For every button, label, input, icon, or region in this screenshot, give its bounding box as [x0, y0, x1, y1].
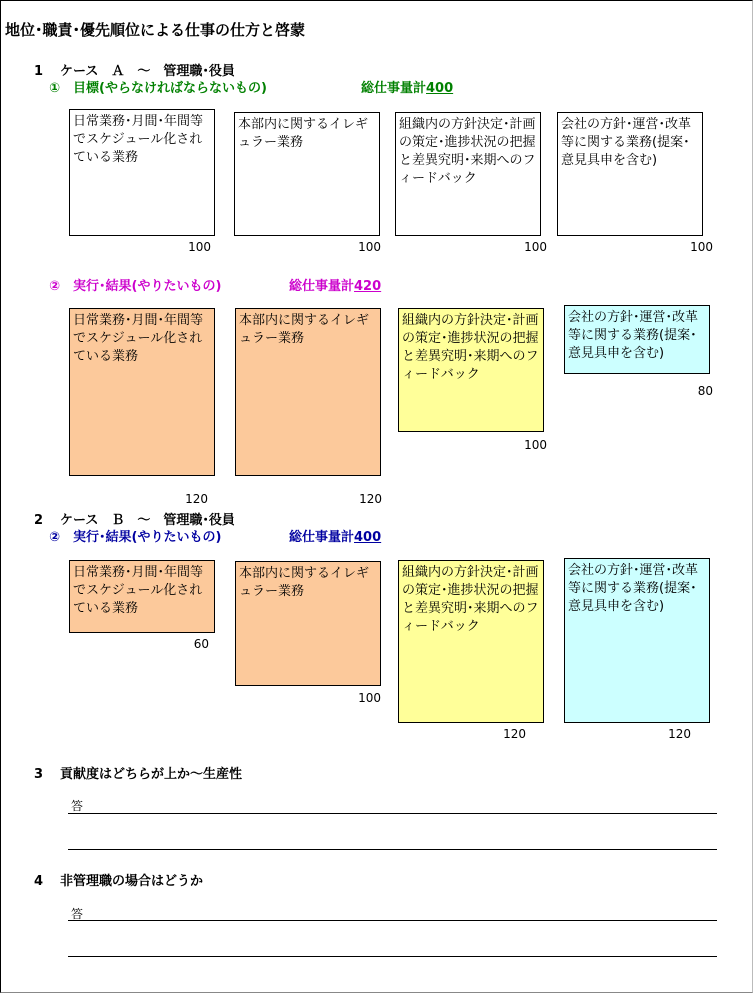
task-value: 120: [359, 492, 382, 506]
task-value: 100: [358, 240, 381, 254]
task-value: 100: [690, 240, 713, 254]
task-box-irregular: 本部内に関するイレギュラー業務: [234, 112, 380, 236]
answer-line: [68, 849, 717, 850]
answer-label: 答: [71, 799, 84, 813]
task-value: 100: [188, 240, 211, 254]
section-4-title: 非管理職の場合はどうか: [60, 874, 204, 889]
section-1-target-total: [361, 77, 453, 96]
task-box-policy: 組織内の方針決定･計画の策定･進捗状況の把握と差異究明･来期へのフィードバック: [398, 308, 544, 432]
section-2-result-label: ② 実行･結果(やりたいもの): [49, 530, 222, 545]
task-value: 120: [503, 727, 526, 741]
total-label: 総仕事量計: [289, 279, 355, 294]
task-value: 60: [193, 637, 209, 651]
section-1-number: 1: [34, 64, 44, 79]
task-value: 100: [358, 691, 381, 705]
task-value: 120: [668, 727, 691, 741]
task-box-company: 会社の方針･運営･改革等に関する業務(提案･意見具申を含む): [557, 112, 703, 236]
section-1-result-total: [289, 275, 381, 294]
task-box-policy: 組織内の方針決定･計画の策定･進捗状況の把握と差異究明･来期へのフィードバック: [395, 112, 541, 236]
section-3-title: 貢献度はどちらが上か～生産性: [60, 767, 243, 782]
task-value: 100: [524, 240, 547, 254]
total-value: 400: [426, 81, 454, 96]
task-box-routine: 日常業務･月間･年間等でスケジュール化されている業務: [69, 109, 215, 236]
page-title: 地位･職責･優先順位による仕事の仕方と啓蒙: [5, 21, 306, 39]
section-2-result-total: [289, 526, 381, 545]
task-box-routine: 日常業務･月間･年間等でスケジュール化されている業務: [69, 560, 215, 633]
section-4-number: 4: [34, 874, 44, 889]
section-1-result-label: ② 実行･結果(やりたいもの): [49, 279, 222, 294]
total-label: 総仕事量計: [289, 530, 355, 545]
answer-line: [68, 920, 717, 921]
task-value: 80: [697, 384, 713, 398]
task-value: 100: [524, 438, 547, 452]
section-4-heading: [34, 870, 203, 889]
task-box-company: 会社の方針･運営･改革等に関する業務(提案･意見具申を含む): [564, 305, 710, 374]
section-2-number: 2: [34, 513, 44, 528]
section-1-target-label: ① 目標(やらなければならないもの): [49, 81, 267, 96]
task-box-company: 会社の方針･運営･改革等に関する業務(提案･意見具申を含む): [564, 558, 710, 723]
task-box-irregular: 本部内に関するイレギュラー業務: [235, 308, 381, 476]
answer-line: [68, 813, 717, 814]
total-value: 420: [354, 279, 382, 294]
total-label: 総仕事量計: [361, 81, 427, 96]
task-box-routine: 日常業務･月間･年間等でスケジュール化されている業務: [69, 308, 215, 476]
section-3-heading: [34, 763, 242, 782]
task-value: 120: [185, 492, 208, 506]
task-box-irregular: 本部内に関するイレギュラー業務: [235, 561, 381, 686]
total-value: 400: [354, 530, 382, 545]
section-1-title: ケース Ａ ～ 管理職･役員: [60, 64, 235, 79]
section-3-number: 3: [34, 767, 44, 782]
section-2-title: ケース Ｂ ～ 管理職･役員: [60, 513, 235, 528]
answer-line: [68, 956, 717, 957]
answer-label: 答: [71, 907, 84, 921]
task-box-policy: 組織内の方針決定･計画の策定･進捗状況の把握と差異究明･来期へのフィードバック: [398, 560, 544, 723]
